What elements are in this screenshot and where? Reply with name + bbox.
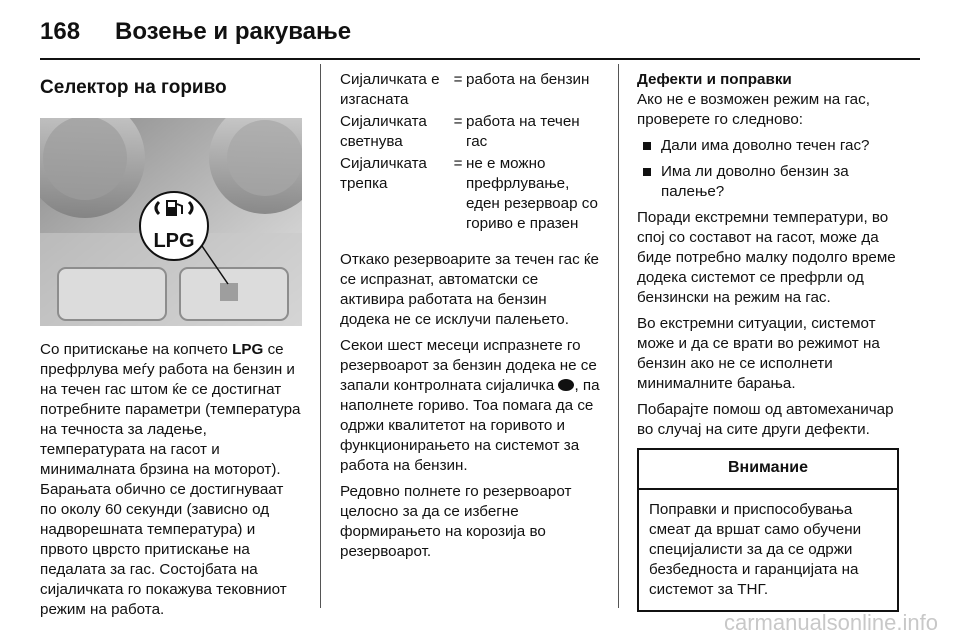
column-divider-1 — [320, 64, 321, 608]
bullet-icon — [643, 142, 651, 150]
state-eq: = — [453, 113, 463, 130]
indicator-lamp-icon — [558, 379, 574, 391]
selector-text-start: Со притискање на копчето — [40, 341, 233, 358]
selector-description — [40, 340, 302, 620]
indicator-states-table — [340, 70, 600, 234]
lpg-label: LPG — [232, 341, 264, 358]
state-desc: не е можно префрлување, еден резервоар со гориво е празен — [466, 155, 598, 232]
page-header — [40, 14, 920, 54]
empty-tank-text-start: Секои шест месеци испразнете го резервоарот за бензин додека не се запали контролната сијаличка — [340, 337, 597, 394]
empty-tank-text-end: , па наполнете гориво. Тоа помага да се одржи квалитетот на горивото и функционирањето на системот за работа на бензин. — [340, 377, 600, 474]
help-paragraph: Побарајте помош од автомеханичар во случај на сите други дефекти. — [637, 401, 894, 438]
page-title: Возење и ракување — [115, 18, 352, 45]
bullet-icon — [643, 168, 651, 176]
fallback-paragraph: Во екстремни ситуации, системот може и да се врати во режимот на бензин ако не се исполнети минималните барања. — [637, 315, 880, 392]
watermark: carmanualsonline.info — [723, 610, 938, 635]
column-3 — [637, 70, 900, 612]
empty-tank-paragraph — [340, 336, 600, 476]
faults-heading: Дефекти и поправки — [637, 71, 792, 88]
header-divider — [40, 58, 920, 60]
temperature-paragraph: Поради екстремни температури, во спој со составот на гасот, може да биде потребно малку подолго време додека системот се префрли од бензински на режим на гас. — [637, 209, 896, 306]
lpg-button-illustration — [40, 118, 302, 326]
section-title: Селектор на гориво — [40, 77, 227, 98]
check-list — [637, 136, 900, 202]
state-desc: работа на течен гас — [466, 113, 580, 150]
faults-intro: Ако не е возможен режим на гас, проверете го следново: — [637, 91, 870, 128]
column-divider-2 — [618, 64, 619, 608]
column-2 — [340, 70, 600, 568]
selector-text-end: се префрлува меѓу работа на бензин и на течен гас штом ќе се достигнат потребните параметри (температура на течноста за ладење, температурата на гасот и минималната брзина на моторот). Барањата обично се достигнуваат по околу 60 секунди (зависно од надворешната температура) и првото цврсто притискање на педалата за гас. Состојбата на сијаличката го покажува тековниот режим на работа. — [40, 341, 301, 618]
lpg-badge-text: LPG — [153, 230, 195, 252]
caution-heading: Внимание — [639, 450, 897, 490]
list-item — [637, 136, 900, 156]
caution-body: Поправки и приспособувања смеат да вршат само обучени специјалисти за да се одржи безбедноста и гаранцијата на системот за ТНГ. — [649, 501, 862, 598]
state-eq: = — [453, 155, 463, 172]
list-item-text: Има ли доволно бензин за палење? — [661, 163, 849, 200]
caution-box — [637, 448, 899, 612]
state-term: Сијаличката трепка — [340, 155, 427, 192]
page-number: 168 — [40, 18, 81, 45]
state-eq: = — [453, 71, 463, 88]
refill-paragraph: Редовно полнете го резервоарот целосно за да се избегне формирањето на корозија во резервоарот. — [340, 483, 572, 560]
auto-switch-paragraph: Откако резервоарите за течен гас ќе се испразнат, автоматски се активира работата на бензин додека не се исклучи палењето. — [340, 251, 599, 328]
state-term: Сијаличката е изгасната — [340, 71, 440, 108]
column-1 — [40, 70, 302, 626]
state-term: Сијаличката светнува — [340, 113, 427, 150]
state-desc: работа на бензин — [466, 71, 590, 88]
list-item-text: Дали има доволно течен гас? — [661, 137, 870, 154]
list-item — [637, 162, 900, 202]
